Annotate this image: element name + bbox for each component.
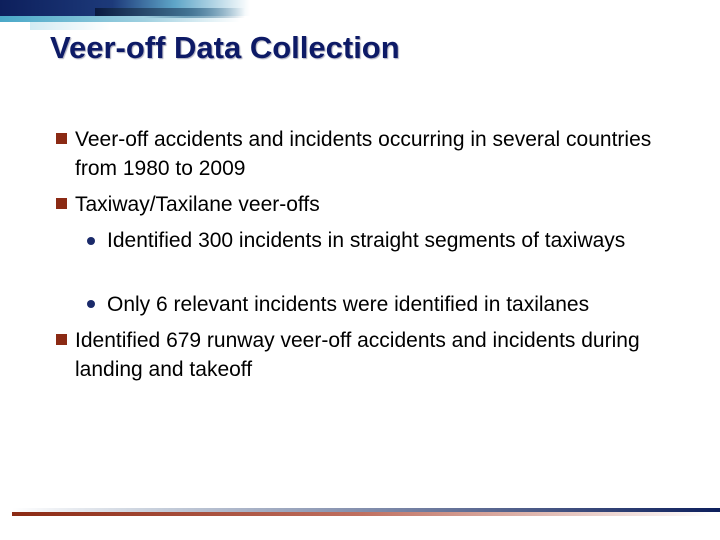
- square-bullet-icon: [56, 334, 67, 345]
- sub-bullet-text: Identified 300 incidents in straight segments of taxiways: [107, 229, 626, 252]
- sub-bullet-text: Only 6 relevant incidents were identified in taxilanes: [107, 293, 590, 316]
- dot-bullet-icon: [87, 300, 95, 308]
- slide-title: Veer-off Data Collection: [50, 30, 400, 65]
- bullet-text: Identified 679 runway veer-off accidents and incidents during landing and takeoff: [75, 329, 640, 381]
- bullet-text: Veer-off accidents and incidents occurring in several countries from 1980 to 2009: [75, 128, 652, 180]
- footer-line-red: [12, 512, 712, 516]
- header-decoration: [30, 22, 110, 30]
- bullet-text: Taxiway/Taxilane veer-offs: [75, 193, 320, 216]
- dot-bullet-icon: [87, 237, 95, 245]
- square-bullet-icon: [56, 133, 67, 144]
- square-bullet-icon: [56, 198, 67, 209]
